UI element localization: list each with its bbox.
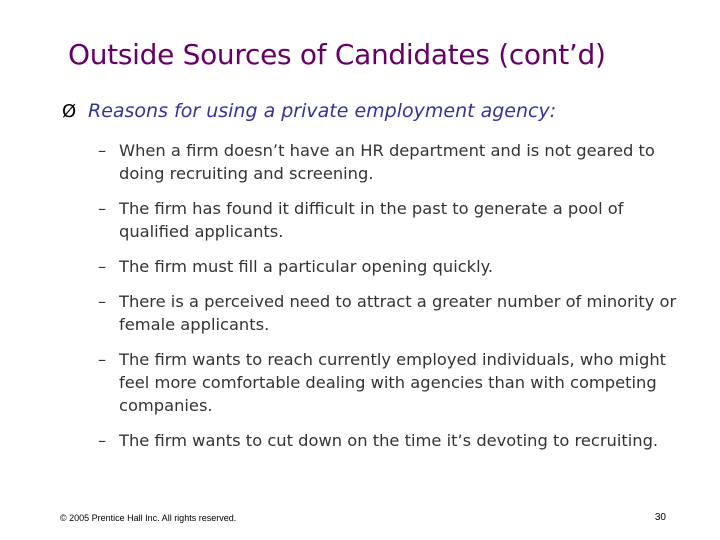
page-number: 30 [654,512,666,523]
sub-bullet-list [98,139,678,464]
sub-bullet [98,429,678,452]
sub-bullet-text: The firm must fill a particular opening quickly. [119,257,494,276]
dash-icon: – [98,199,107,218]
slide-title: Outside Sources of Candidates (cont’d) [68,38,606,71]
sub-bullet [98,290,678,336]
sub-bullet-text: The firm wants to reach currently employed individuals, who might feel more comfortable dealing with agencies than with competing companies. [119,350,667,415]
dash-icon: – [98,141,107,160]
dash-icon: – [98,292,107,311]
main-bullet [62,100,556,122]
sub-bullet-text: There is a perceived need to attract a greater number of minority or female applicants. [119,292,677,334]
dash-icon: – [98,257,107,276]
sub-bullet-text: The firm wants to cut down on the time it’s devoting to recruiting. [119,431,659,450]
sub-bullet-text: The firm has found it difficult in the past to generate a pool of qualified applicants. [119,199,624,241]
copyright-footer: © 2005 Prentice Hall Inc. All rights reserved. [60,513,237,523]
sub-bullet-text: When a firm doesn’t have an HR department and is not geared to doing recruiting and screening. [119,141,655,183]
sub-bullet [98,348,678,417]
sub-bullet [98,197,678,243]
arrow-bullet-icon: Ø [62,101,77,122]
dash-icon: – [98,431,107,450]
dash-icon: – [98,350,107,369]
sub-bullet [98,139,678,185]
main-bullet-text: Reasons for using a private employment agency: [88,100,557,122]
sub-bullet [98,255,678,278]
